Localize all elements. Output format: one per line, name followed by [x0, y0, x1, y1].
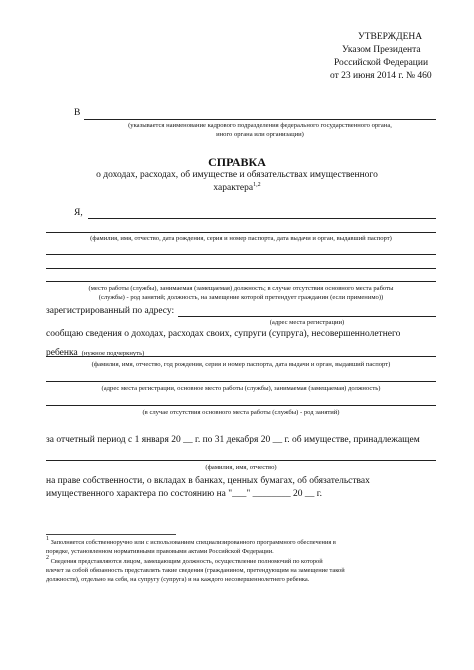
declarant-work-line-1[interactable] — [46, 254, 436, 255]
footnote-1-row: 1 Заполняется собственноручно или с использованием специализированного программного обеспечения в — [46, 536, 336, 546]
document-subtitle-1: о доходах, расходах, об имуществе и обязательствах имущественного — [96, 170, 378, 180]
footnote-2-row: 2 Сведения представляются лицом, замещающим должность, осуществление полномочий по которой — [46, 555, 323, 565]
registered-address-line[interactable] — [178, 316, 436, 317]
registered-address-hint: (адрес места регистрации) — [269, 319, 345, 326]
declarant-work-hint-1: (место работы (службы), занимаемая (замещаемая) должность; в случае отсутствия основного места работы — [88, 285, 394, 292]
footnote-1-text-2: порядке, установленном нормативными правовыми актами Российской Федерации. — [46, 548, 274, 555]
underline-hint: (нужное подчеркнуть) — [81, 350, 145, 357]
registered-label: зарегистрированный по адресу: — [46, 306, 175, 316]
owner-name-hint: (фамилия, имя, отчество) — [205, 464, 277, 471]
relative-line-3[interactable] — [46, 405, 436, 406]
document-title: СПРАВКА — [208, 155, 266, 169]
declarant-work-line-3[interactable] — [46, 281, 436, 282]
declarant-name-line-2[interactable] — [46, 232, 436, 233]
footnote-2-text-2: влечет за собой обязанность представлять такие сведения (гражданином, претендующим на замещение такой — [46, 567, 345, 574]
addressee-prefix: В — [74, 108, 81, 118]
declarant-prefix: Я, — [74, 208, 83, 218]
approval-line-3: от 23 июня 2014 г. № 460 — [330, 71, 432, 81]
approval-line-2: Российской Федерации — [334, 58, 429, 68]
footnote-2-text-3: должности), отдельно на себя, на супругу (супруга) и на каждого несовершеннолетнего ребенка. — [46, 576, 310, 583]
relative-occupation-hint: (в случае отсутствия основного места работы (службы) - род занятий) — [142, 409, 340, 416]
footnote-refs: 1,2 — [253, 182, 261, 188]
declarant-work-line-2[interactable] — [46, 268, 436, 269]
relative-line-2[interactable] — [46, 381, 436, 382]
addressee-line[interactable] — [84, 119, 436, 120]
approval-line-1: Указом Президента — [342, 45, 421, 55]
document-subtitle-2: характера$^{1,2}$ — [213, 182, 261, 193]
addressee-hint-2: иного органа или организации) — [216, 131, 304, 138]
addressee-hint-1: (указывается наименование кадрового подразделения федерального государственного органа, — [128, 122, 392, 129]
report-text-1: сообщаю сведения о доходах, расходах своих, супруги (супруга), несовершеннолетнего — [46, 329, 401, 339]
declarant-person-hint: (фамилия, имя, отчество, дата рождения, серия и номер паспорта, дата выдачи и орган, выдавший паспорт) — [90, 235, 392, 242]
footnote-1-number: 1 — [46, 536, 49, 542]
relative-line-1[interactable] — [46, 356, 436, 357]
period-text: за отчетный период с 1 января 20 __ г. по 31 декабря 20 __ г. об имуществе, принадлежащем — [46, 435, 420, 445]
rights-text-2: имущественного характера по состоянию на "___" ________ 20 __ г. — [46, 489, 322, 499]
declarant-name-line[interactable] — [88, 218, 436, 219]
declarant-work-hint-2: (службы) - род занятий; должность, на замещение которой претендует гражданин (если применимо)) — [98, 294, 384, 301]
report-text-2-row: ребенка (нужное подчеркнуть) — [46, 348, 145, 358]
footnote-separator — [46, 534, 176, 535]
approval-title: УТВЕРЖДЕНА — [358, 32, 423, 42]
relative-address-hint: (адрес места регистрации, основное место работы (службы), занимаемая (замещаемая) должность) — [101, 385, 381, 392]
rights-text-1: на праве собственности, о вкладах в банках, ценных бумагах, об обязательствах — [46, 476, 370, 486]
owner-name-line[interactable] — [46, 460, 436, 461]
relative-person-hint: (фамилия, имя, отчество, год рождения, серия и номер паспорта, дата выдачи и орган, выдавший паспорт) — [91, 361, 391, 368]
footnote-2-number: 2 — [46, 555, 49, 561]
